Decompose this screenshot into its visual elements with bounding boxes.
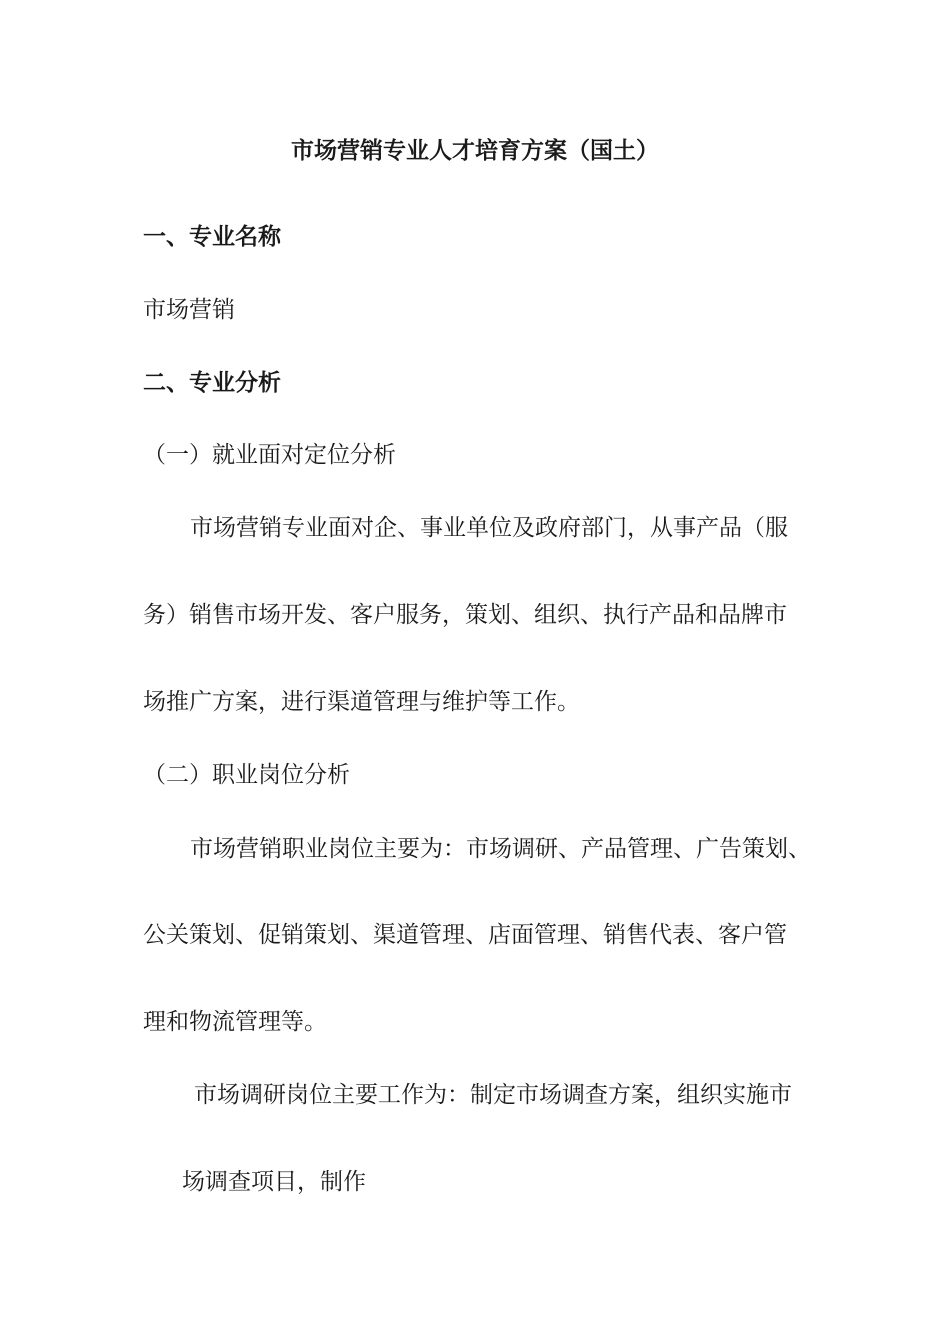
paragraph-line: 场调查项目，制作 xyxy=(182,1169,366,1195)
paragraph-line: 场推广方案，进行渠道管理与维护等工作。 xyxy=(143,689,580,715)
section-heading-2: 二、专业分析 xyxy=(143,370,281,396)
paragraph-line: 理和物流管理等。 xyxy=(143,1009,327,1035)
subsection-heading-2: （二）职业岗位分析 xyxy=(143,762,350,788)
paragraph-line: 公关策划、促销策划、渠道管理、店面管理、销售代表、客户管 xyxy=(143,922,787,948)
paragraph-line: 市场调研岗位主要工作为：制定市场调查方案，组织实施市 xyxy=(194,1082,792,1108)
subsection-heading-1: （一）就业面对定位分析 xyxy=(143,442,396,468)
paragraph-line: 市场营销职业岗位主要为：市场调研、产品管理、广告策划、 xyxy=(190,836,811,862)
section-body-1: 市场营销 xyxy=(143,297,235,323)
paragraph-line: 务）销售市场开发、客户服务，策划、组织、执行产品和品牌市 xyxy=(143,602,787,628)
paragraph-line: 市场营销专业面对企、事业单位及政府部门，从事产品（服 xyxy=(190,515,788,541)
document-title: 市场营销专业人才培育方案（国土） xyxy=(291,138,659,164)
section-heading-1: 一、专业名称 xyxy=(143,224,281,250)
